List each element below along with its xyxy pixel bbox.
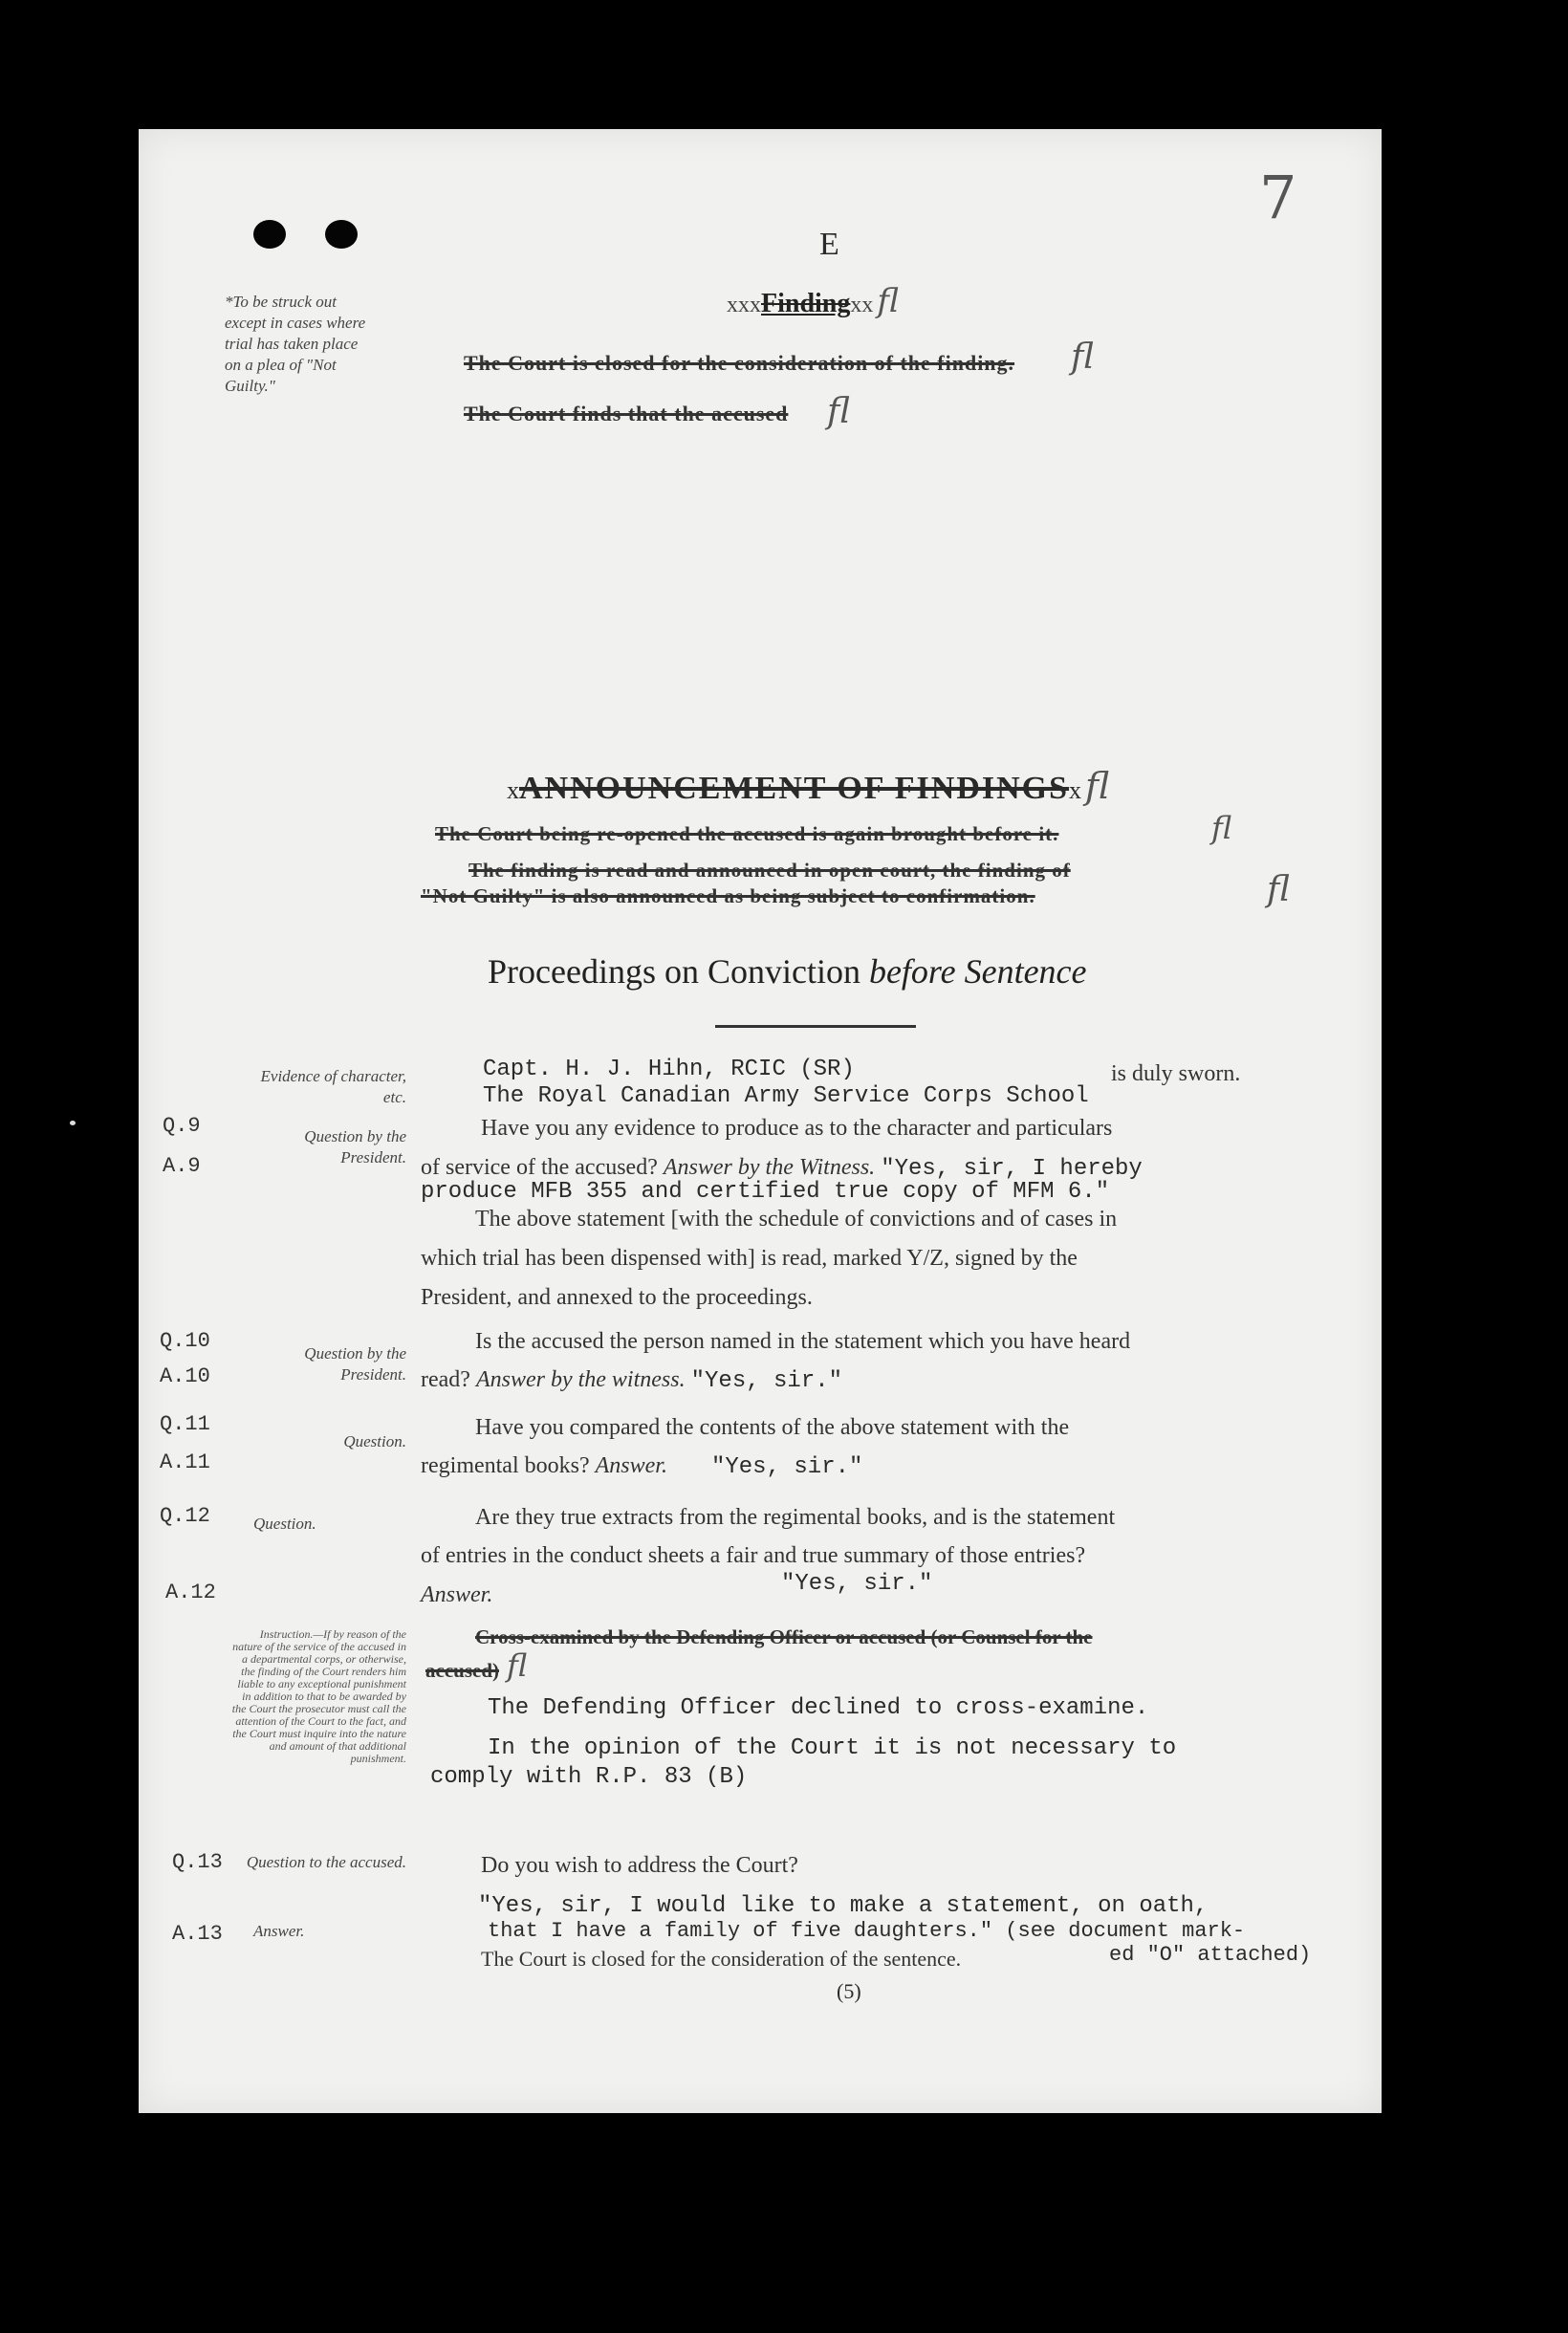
a9-label: A.9 — [163, 1154, 201, 1178]
cross-examined-struck-1: Cross-examined by the Defending Officer or accused (or Counsel for the — [475, 1625, 1093, 1648]
q12-line-1: Are they true extracts from the regimental books, and is the statement — [475, 1505, 1116, 1530]
a11-label: A.11 — [160, 1450, 210, 1474]
q11-margin: Question. — [343, 1432, 406, 1450]
announcement-initials-3: fl — [1267, 870, 1291, 909]
witness-unit: The Royal Canadian Army Service Corps School — [483, 1083, 1089, 1109]
q13-answer-1: "Yes, sir, I would like to make a statement, on oath, — [478, 1893, 1209, 1919]
q9-line-2-text: of service of the accused? — [421, 1155, 658, 1180]
q11-line-2 — [421, 1447, 862, 1487]
a10-label: A.10 — [160, 1364, 210, 1388]
cross-initials: fl — [507, 1647, 528, 1684]
punch-hole-right — [325, 220, 358, 249]
finding-heading-row: xxxFindingxx fl — [727, 282, 900, 320]
finding-heading: Finding — [761, 289, 851, 318]
finding-line-1: The Court is closed for the consideration of the finding. — [464, 351, 1015, 375]
evidence-margin: Evidence of character, etc. — [260, 1067, 406, 1106]
q9-answer: "Yes, sir, I hereby — [881, 1156, 1143, 1182]
opinion-line-1: In the opinion of the Court it is not necessary to — [488, 1735, 1177, 1761]
q9-label: Q.9 — [163, 1114, 201, 1138]
title-rule — [715, 1025, 916, 1028]
announcement-line-2: The finding is read and announced in open court, the finding of — [468, 859, 1071, 882]
announcement-initials-2: fl — [1211, 810, 1232, 846]
handwritten-page-number: 7 — [1259, 163, 1297, 232]
q12-label: Q.12 — [160, 1504, 210, 1528]
proceedings-title-italic: before Sentence — [868, 952, 1087, 991]
page-footer-number: (5) — [837, 1979, 861, 2003]
q10-answer-label: Answer by the witness. — [475, 1367, 686, 1392]
duly-sworn: is duly sworn. — [1111, 1061, 1241, 1086]
document-attached: ed "O" attached) — [1109, 1943, 1312, 1967]
finding-line-2: The Court finds that the accused — [464, 402, 789, 425]
q12-margin: Question. — [253, 1515, 316, 1533]
witness-name: Capt. H. J. Hihn, RCIC (SR) — [483, 1057, 855, 1082]
statement-line-2: which trial has been dispensed with] is read, marked Y/Z, signed by the — [421, 1246, 1078, 1271]
announcement-heading: ANNOUNCEMENT OF FINDINGS — [519, 771, 1070, 806]
cross-examined-struck-2: accused) — [425, 1659, 499, 1682]
q11-answer-label: Answer. — [595, 1453, 667, 1478]
statement-line-1: The above statement [with the schedule of convictions and of cases in — [475, 1207, 1118, 1232]
speck — [70, 1121, 76, 1125]
q9-answer-cont: produce MFB 355 and certified true copy of MFM 6." — [421, 1179, 1110, 1205]
proceedings-title-main: Proceedings on Conviction — [488, 952, 860, 991]
q12-answer: "Yes, sir." — [781, 1571, 933, 1597]
finding-initials: fl — [877, 282, 900, 320]
q10-line-2-text: read? — [421, 1367, 470, 1392]
announcement-line-3: "Not Guilty" is also announced as being subject to confirmation. — [421, 884, 1035, 907]
a13-label: A.13 — [172, 1922, 223, 1946]
document-page — [139, 129, 1382, 2113]
q9-margin: Question by the President. — [304, 1127, 406, 1166]
q9-answer-label: Answer by the Witness. — [663, 1155, 876, 1180]
q11-answer: "Yes, sir." — [710, 1454, 863, 1480]
struck-out-margin-note: *To be struck out except in cases where trial has taken place on a plea of "Not Guilty." — [225, 293, 366, 395]
q12-answer-label: Answer. — [421, 1582, 493, 1607]
defending-officer-line: The Defending Officer declined to cross-examine. — [488, 1695, 1149, 1721]
q10-margin: Question by the President. — [304, 1344, 406, 1384]
finding-initials-2: fl — [1071, 338, 1095, 377]
finding-initials-3: fl — [827, 392, 851, 431]
punch-hole-left — [253, 220, 286, 249]
q10-label: Q.10 — [160, 1329, 210, 1353]
q11-label: Q.11 — [160, 1412, 210, 1436]
q13-question: Do you wish to address the Court? — [481, 1853, 798, 1878]
announcement-line-1: The Court being re-opened the accused is again brought before it. — [435, 822, 1059, 845]
opinion-line-2: comply with R.P. 83 (B) — [430, 1764, 748, 1790]
section-letter: E — [819, 227, 839, 262]
q11-line-2-text: regimental books? — [421, 1453, 590, 1478]
q10-line-1: Is the accused the person named in the statement which you have heard — [475, 1329, 1131, 1354]
q10-line-2 — [421, 1361, 842, 1401]
q10-answer: "Yes, sir." — [690, 1368, 843, 1394]
instruction-note: Instruction.—If by reason of the nature of the service of the accused in a departmental corps, or otherwise, the finding of the Court renders him liable to any exceptional punishment in addition to that to be awarded by the Court the prosecutor must call the attention of the Court to the fact, and the Court must inquire into the nature and amount of that additional punishment. — [231, 1627, 406, 1765]
q13-margin: Question to the accused. — [246, 1853, 406, 1871]
q13-answer-2: that I have a family of five daughters." (see document mark- — [488, 1919, 1246, 1943]
q9-line-1: Have you any evidence to produce as to the character and particulars — [481, 1116, 1113, 1141]
a12-label: A.12 — [165, 1581, 216, 1604]
statement-line-3: President, and annexed to the proceedings. — [421, 1285, 813, 1310]
court-closed-line: The Court is closed for the consideration of the sentence. — [481, 1947, 962, 1971]
q11-line-1: Have you compared the contents of the above statement with the — [475, 1415, 1070, 1440]
q13-label: Q.13 — [172, 1850, 223, 1874]
announcement-heading-row: xANNOUNCEMENT OF FINDINGSx fl — [507, 765, 1110, 807]
a13-margin: Answer. — [253, 1922, 305, 1940]
proceedings-title — [488, 951, 1087, 992]
q12-line-2: of entries in the conduct sheets a fair and true summary of those entries? — [421, 1543, 1086, 1568]
announcement-initials: fl — [1085, 765, 1110, 807]
